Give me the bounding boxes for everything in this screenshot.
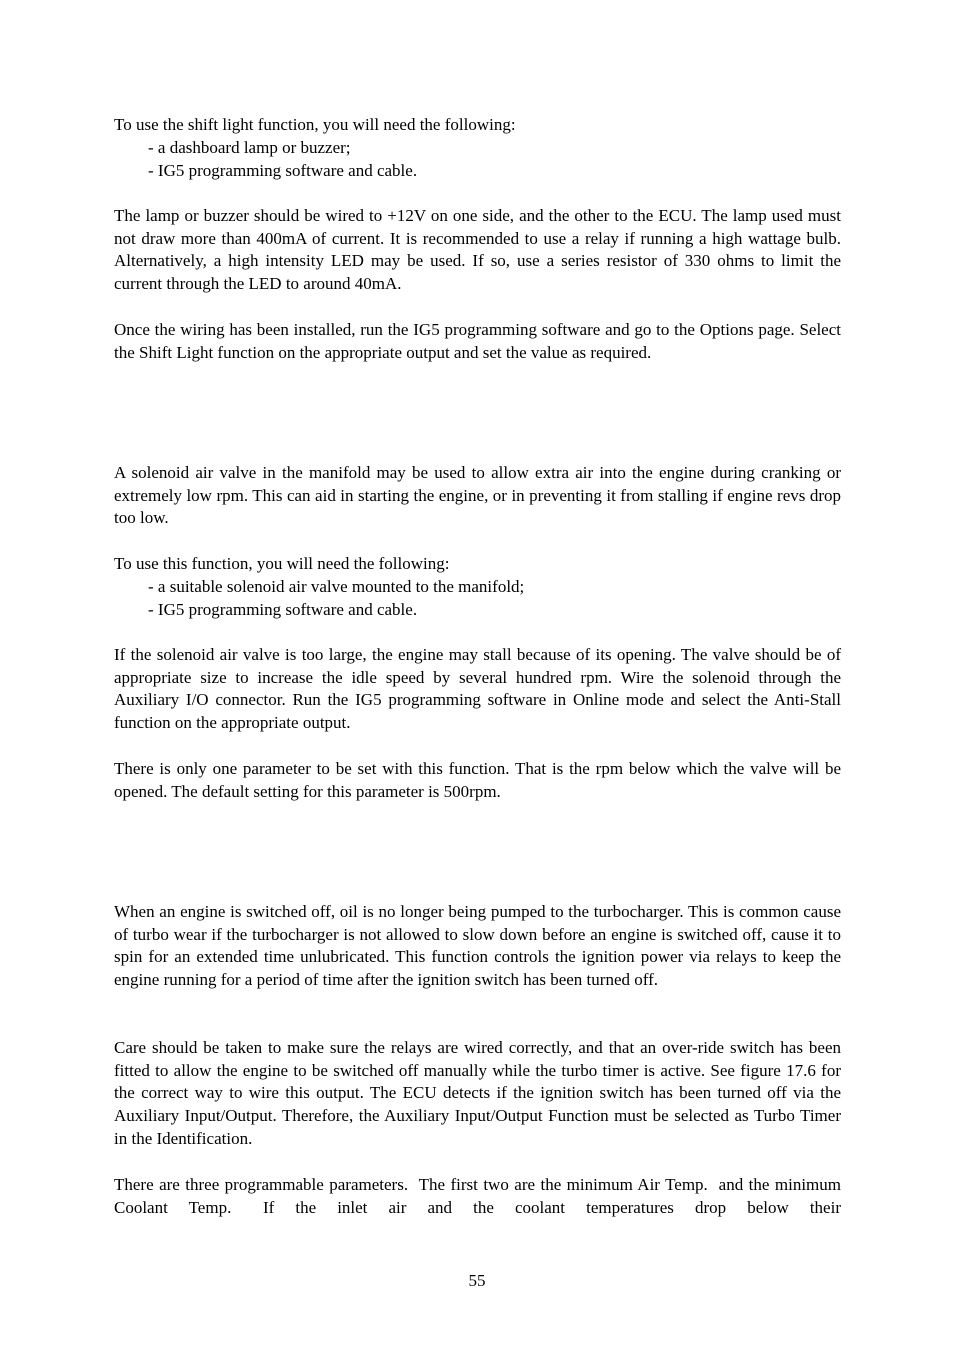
- anti-stall-description-paragraph: A solenoid air valve in the manifold may be used to allow extra air into the engine during cranking or extremely low rpm. This can aid in starting the engine, or in preventing it from stalling if engine revs drop too low.: [114, 463, 841, 528]
- anti-stall-intro: To use this function, you will need the following:: [114, 554, 450, 573]
- list-item: - a suitable solenoid air valve mounted to the manifold;: [148, 577, 525, 596]
- anti-stall-parameter-paragraph: There is only one parameter to be set with this function. That is the rpm below which the valve will be opened. The default setting for this parameter is 500rpm.: [114, 759, 841, 801]
- turbo-timer-description-paragraph: When an engine is switched off, oil is no longer being pumped to the turbocharger. This is common cause of turbo wear if the turbocharger is not allowed to slow down before an engine is switched off, cause it to spin for an extended time unlubricated. This function controls the ignition power via relays to keep the engine running for a period of time after the ignition switch has been turned off.: [114, 902, 841, 990]
- turbo-timer-parameters-paragraph: There are three programmable parameters. The first two are the minimum Air Temp. and the minimum Coolant Temp. If the inlet air and the coolant temperatures drop below their: [114, 1175, 850, 1217]
- shift-light-setup-paragraph: Once the wiring has been installed, run the IG5 programming software and go to the Options page. Select the Shift Light function on the appropriate output and set the value as required.: [114, 320, 841, 362]
- list-item: - IG5 programming software and cable.: [148, 160, 418, 180]
- list-item: - a dashboard lamp or buzzer;: [148, 138, 351, 157]
- shift-light-requirements-list: [148, 137, 841, 182]
- list-item: - IG5 programming software and cable.: [148, 599, 418, 619]
- anti-stall-requirements-list: [148, 576, 841, 621]
- anti-stall-sizing-paragraph: If the solenoid air valve is too large, the engine may stall because of its opening. The valve should be of appropriate size to increase the idle speed by several hundred rpm. Wire the solenoid through the Auxiliary I/O connector. Run the IG5 programming software in Online mode and select the Anti-Stall function on the appropriate output.: [114, 645, 841, 733]
- shift-light-intro: To use the shift light function, you will need the following:: [114, 115, 516, 134]
- turbo-timer-wiring-paragraph: Care should be taken to make sure the relays are wired correctly, and that an over-ride switch has been fitted to allow the engine to be switched off manually while the turbo timer is active. See figure 17.6 for the correct way to wire this output. The ECU detects if the ignition switch has been turned off via the Auxiliary Input/Output. Therefore, the Auxiliary Input/Output Function must be selected as Turbo Timer in the Identification.: [114, 1038, 841, 1148]
- shift-light-wiring-paragraph: The lamp or buzzer should be wired to +12V on one side, and the other to the ECU. The lamp used must not draw more than 400mA of current. It is recommended to use a relay if running a high wattage bulb. Alternatively, a high intensity LED may be used. If so, use a series resistor of 330 ohms to limit the current through the LED to around 40mA.: [114, 206, 841, 294]
- page-number: 55: [468, 1271, 486, 1290]
